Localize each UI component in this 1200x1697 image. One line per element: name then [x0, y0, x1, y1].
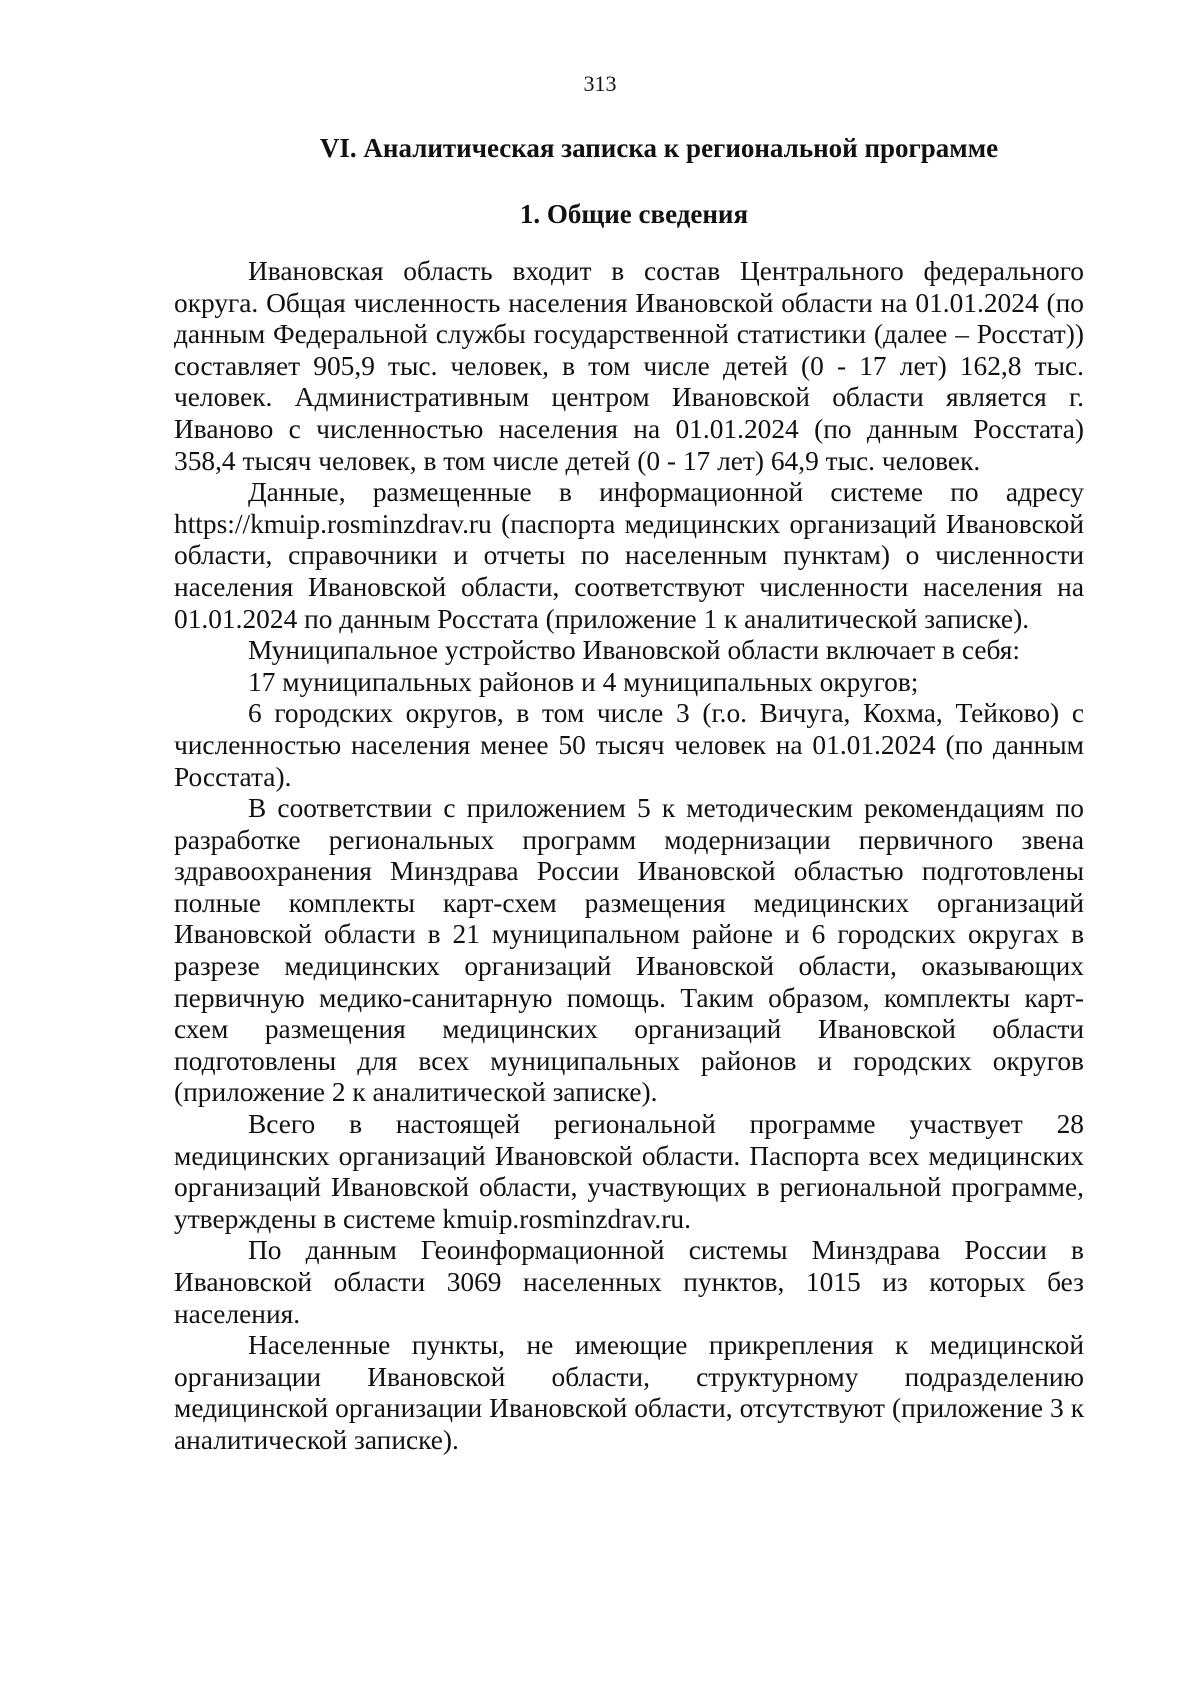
- paragraph-settlements: По данным Геоинформационной системы Минздрава России в Ивановской области 3069 населенных пунктов, 1015 из которых без населения.: [174, 1235, 1084, 1329]
- section-heading: VI. Аналитическая записка к региональной программе: [319, 133, 999, 163]
- page-number: 313: [583, 71, 617, 96]
- sub-heading: 1. Общие сведения: [519, 199, 749, 229]
- body-text: [174, 256, 1084, 1457]
- paragraph-attachment: Населенные пункты, не имеющие прикрепления к медицинской организации Ивановской области, структурному подразделению медицинской организации Ивановской области, отсутствуют (приложение 3 к аналитической записке).: [174, 1330, 1084, 1455]
- paragraph-municipal-structure: Муниципальное устройство Ивановской области включает в себя:: [248, 635, 1020, 666]
- paragraph-municipal-districts: 17 муниципальных районов и 4 муниципальных округов;: [248, 666, 919, 697]
- paragraph-population: Ивановская область входит в состав Центрального федерального округа. Общая численность населения Ивановской области на 01.01.2024 (по данным Федеральной службы государственной статистики (далее – Росстат)) составляет 905,9 тыс. человек, в том числе детей (0 - 17 лет) 162,8 тыс. человек. Административным центром Ивановской области является г. Иваново с численностью населения на 01.01.2024 (по данным Росстата) 358,4 тысяч человек, в том числе детей (0 - 17 лет) 64,9 тыс. человек.: [174, 256, 1084, 476]
- paragraph-information-system: Данные, размещенные в информационной системе по адресу https://kmuip.rosminzdrav.ru (паспорта медицинских организаций Ивановской области, справочники и отчеты по населенным пунктам) о численности населения Ивановской области, соответствуют численности населения на 01.01.2024 по данным Росстата (приложение 1 к аналитической записке).: [174, 477, 1084, 634]
- paragraph-organizations: Всего в настоящей региональной программе участвует 28 медицинских организаций Ивановской области. Паспорта всех медицинских организаций Ивановской области, участвующих в региональной программе, утверждены в системе kmuip.rosminzdrav.ru.: [174, 1109, 1084, 1234]
- paragraph-city-districts: 6 городских округов, в том числе 3 (г.о. Вичуга, Кохма, Тейково) с численностью населения менее 50 тысяч человек на 01.01.2024 (по данным Росстата).: [174, 698, 1084, 792]
- paragraph-maps: В соответствии с приложением 5 к методическим рекомендациям по разработке региональных программ модернизации первичного звена здравоохранения Минздрава России Ивановской областью подготовлены полные комплекты карт-схем размещения медицинских организаций Ивановской области в 21 муниципальном районе и 6 городских округах в разрезе медицинских организаций Ивановской области, оказывающих первичную медико-санитарную помощь. Таким образом, комплекты карт-схем размещения медицинских организаций Ивановской области подготовлены для всех муниципальных районов и городских округов (приложение 2 к аналитической записке).: [174, 793, 1084, 1108]
